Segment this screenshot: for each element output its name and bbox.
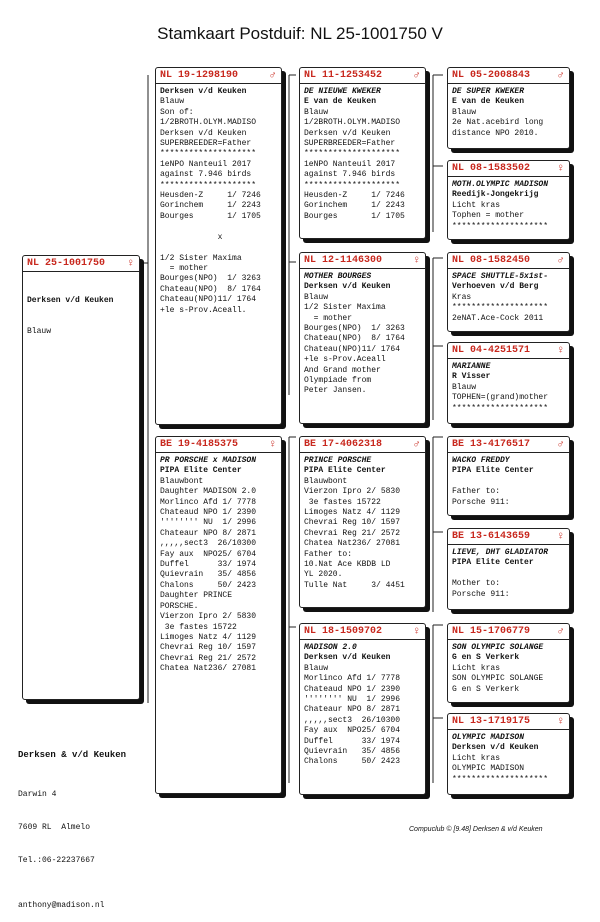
ring-number: NL 19-1298190 xyxy=(160,70,239,81)
owner-email[interactable]: anthony@madison.nl xyxy=(18,901,105,910)
card-line: Blauw xyxy=(304,292,329,302)
ring-number: NL 05-2008843 xyxy=(452,70,531,81)
card-line: Morlinco Afd 1/ 7778 xyxy=(304,674,401,684)
card-line: 2e Nat.acebird long xyxy=(452,118,544,128)
card-body xyxy=(156,84,281,318)
card-line: '''''''' NU 1/ 2996 xyxy=(304,695,401,705)
card-line: MOTH.OLYMPIC MADISON xyxy=(452,180,549,189)
card-line: ******************** xyxy=(452,403,549,413)
card-line: Duffel 33/ 1974 xyxy=(304,736,401,746)
card-line: Licht kras xyxy=(452,663,501,673)
card-line xyxy=(160,222,277,232)
card-line: Porsche 911: xyxy=(452,589,510,599)
card-body xyxy=(448,269,569,326)
card-line: Tulle Nat 3/ 4451 xyxy=(304,580,405,590)
card-line: +le s-Prov.Aceall. xyxy=(160,305,247,315)
pigeon-card-mother-mother[interactable] xyxy=(299,623,426,795)
card-line: Heusden-Z 1/ 7246 xyxy=(304,191,405,201)
card-line: Derksen v/d Keuken xyxy=(27,295,114,305)
card-line: PIPA Elite Center xyxy=(452,466,534,476)
male-icon: ♂ xyxy=(413,438,420,451)
card-body xyxy=(448,359,569,416)
card-body xyxy=(448,177,569,234)
card-line: against 7.946 birds xyxy=(160,170,252,180)
card-line: Chateau(NPO)11/ 1764 xyxy=(304,344,401,354)
card-line: Fay aux NPO25/ 6704 xyxy=(304,726,401,736)
card-line: Chevrai Reg 10/ 1597 xyxy=(160,643,257,653)
card-line: ,,,,,sect3 26/10300 xyxy=(160,539,257,549)
male-icon: ♂ xyxy=(557,438,564,451)
card-line: DE NIEUWE KWEKER xyxy=(304,87,381,96)
card-line: ,,,,,sect3 26/10300 xyxy=(304,715,401,725)
card-line: ******************** xyxy=(160,180,257,190)
pigeon-card-father[interactable] xyxy=(155,67,282,425)
card-line: Gorinchem 1/ 2243 xyxy=(160,201,261,211)
card-line: Gorinchem 1/ 2243 xyxy=(304,201,405,211)
pigeon-card-mmm[interactable] xyxy=(447,713,570,795)
ring-number: NL 18-1509702 xyxy=(304,626,383,637)
ring-number: NL 11-1253452 xyxy=(304,70,383,81)
card-line: PRINCE PORSCHE xyxy=(304,456,372,465)
card-line: Chalons 50/ 2423 xyxy=(160,580,257,590)
card-line: SPACE SHUTTLE-5x1st- xyxy=(452,272,549,281)
card-line: Chateau(NPO)11/ 1764 xyxy=(160,295,257,305)
card-line: Chevrai Reg 21/ 2572 xyxy=(304,528,401,538)
card-body xyxy=(300,453,425,593)
card-line: YL 2020. xyxy=(304,570,343,580)
card-line: Blauw xyxy=(452,382,477,392)
card-line: Kras xyxy=(452,292,472,302)
pigeon-card-fmm[interactable] xyxy=(447,342,570,424)
card-line: 1/2BROTH.OLYM.MADISO xyxy=(304,118,401,128)
card-body xyxy=(448,545,569,602)
card-body xyxy=(300,269,425,399)
card-line: SON OLYMPIC SOLANGE xyxy=(452,643,544,652)
card-line: LIEVE, DHT GLADIATOR xyxy=(452,548,549,557)
pigeon-card-fmf[interactable] xyxy=(447,252,570,332)
card-line: Derksen v/d Keuken xyxy=(452,743,539,753)
ring-number: NL 04-4251571 xyxy=(452,345,531,356)
card-line: Tophen = mother xyxy=(452,211,525,221)
card-line: Chateaur NPO 8/ 2871 xyxy=(160,528,257,538)
female-icon: ♀ xyxy=(269,438,276,451)
pigeon-card-mfm[interactable] xyxy=(447,528,570,610)
card-line: Chateaud NPO 1/ 2390 xyxy=(304,684,401,694)
owner-street: Darwin 4 xyxy=(18,790,57,799)
card-line: WACKO FREDDY xyxy=(452,456,510,465)
card-line: Blauw xyxy=(452,107,477,117)
card-line: Chateaur NPO 8/ 2871 xyxy=(304,705,401,715)
card-line: SUPERBREEDER=Father xyxy=(160,139,252,149)
card-line: x xyxy=(160,232,223,242)
card-body xyxy=(156,453,281,677)
card-line: 3e fastes 15722 xyxy=(160,622,237,632)
card-line: Chatea Nat236/ 27081 xyxy=(304,539,401,549)
card-line: Bourges(NPO) 1/ 3263 xyxy=(160,274,261,284)
card-line xyxy=(452,569,565,579)
card-line: Bourges 1/ 1705 xyxy=(160,211,261,221)
card-line: Vierzon Ipro 2/ 5830 xyxy=(304,487,401,497)
card-line: Blauw xyxy=(160,97,185,107)
ring-number: BE 19-4185375 xyxy=(160,439,239,450)
card-line: Quievrain 35/ 4856 xyxy=(304,747,401,757)
female-icon: ♀ xyxy=(413,254,420,267)
card-line: OLYMPIC MADISON xyxy=(452,764,525,774)
card-line: against 7.946 birds xyxy=(304,170,396,180)
card-line: Blauw xyxy=(304,107,329,117)
ring-number: NL 15-1706779 xyxy=(452,626,531,637)
card-line: R Visser xyxy=(452,372,491,382)
card-line: Chateau(NPO) 8/ 1764 xyxy=(304,334,405,344)
card-line: 1eNPO Nanteuil 2017 xyxy=(304,159,396,169)
card-line: 3e fastes 15722 xyxy=(304,497,381,507)
owner-name: Derksen & v/d Keuken xyxy=(18,750,127,760)
pigeon-card-mother-father[interactable] xyxy=(299,436,426,608)
card-line: E van de Keuken xyxy=(304,97,377,107)
female-icon: ♀ xyxy=(557,162,564,175)
card-line: Chevrai Reg 10/ 1597 xyxy=(304,518,401,528)
pigeon-card-ffm[interactable] xyxy=(447,160,570,240)
page-title: Stamkaart Postduif: NL 25-1001750 V xyxy=(157,24,443,43)
pigeon-card-father-mother[interactable] xyxy=(299,252,426,424)
card-line: '''''''' NU 1/ 2996 xyxy=(160,518,257,528)
card-line: Peter Jansen. xyxy=(304,386,367,396)
card-line: ******************** xyxy=(452,221,549,231)
card-line: Bourges(NPO) 1/ 3263 xyxy=(304,324,405,334)
male-icon: ♂ xyxy=(269,69,276,82)
card-line: Bourges 1/ 1705 xyxy=(304,211,405,221)
card-line: Vierzon Ipro 2/ 5830 xyxy=(160,612,257,622)
card-body xyxy=(448,84,569,141)
pigeon-card-mother[interactable] xyxy=(155,436,282,794)
male-icon: ♂ xyxy=(557,69,564,82)
ring-number: NL 08-1583502 xyxy=(452,163,531,174)
card-line: Morlinco Afd 1/ 7778 xyxy=(160,497,257,507)
card-line: E van de Keuken xyxy=(452,97,525,107)
card-line: Derksen v/d Keuken xyxy=(160,128,247,138)
card-line: Daughter PRINCE xyxy=(160,591,233,601)
card-line: 2eNAT.Ace-Cock 2011 xyxy=(452,313,544,323)
card-body xyxy=(448,640,569,697)
card-line: Derksen v/d Keuken xyxy=(304,282,391,292)
card-line: Son of: xyxy=(160,107,194,117)
ring-number: BE 13-6143659 xyxy=(452,531,531,542)
card-line: 1eNPO Nanteuil 2017 xyxy=(160,159,252,169)
footer-credit: Compuclub © [9.48] Derksen & v/d Keuken xyxy=(409,826,543,833)
card-line: MADISON 2.0 xyxy=(304,643,357,652)
card-body xyxy=(300,640,425,770)
card-line: Chateaud NPO 1/ 2390 xyxy=(160,508,257,518)
card-line: Blauw xyxy=(27,327,52,337)
card-line: Verhoeven v/d Berg xyxy=(452,282,539,292)
female-icon: ♀ xyxy=(127,257,134,270)
male-icon: ♂ xyxy=(557,254,564,267)
card-line: = mother xyxy=(304,313,353,323)
card-line: Blauw xyxy=(304,663,329,673)
card-body xyxy=(448,453,569,510)
card-line: Limoges Natz 4/ 1129 xyxy=(160,632,257,642)
card-line: 1/2BROTH.OLYM.MADISO xyxy=(160,118,257,128)
card-line: +le s-Prov.Aceall xyxy=(304,355,386,365)
pigeon-card-mmf[interactable] xyxy=(447,623,570,703)
male-icon: ♂ xyxy=(413,69,420,82)
female-icon: ♀ xyxy=(413,625,420,638)
card-line: Derksen v/d Keuken xyxy=(304,653,391,663)
card-line: PR PORSCHE x MADISON xyxy=(160,456,257,465)
card-line: Mother to: xyxy=(452,579,501,589)
ring-number: NL 08-1582450 xyxy=(452,255,531,266)
ring-number: BE 17-4062318 xyxy=(304,439,383,450)
female-icon: ♀ xyxy=(557,530,564,543)
card-line: Father to: xyxy=(452,487,501,497)
card-line: G en S Verkerk xyxy=(452,653,520,663)
card-line: Father to: xyxy=(304,549,353,559)
card-line: Blauwbont xyxy=(160,476,204,486)
male-icon: ♂ xyxy=(557,625,564,638)
ring-number: NL 25-1001750 xyxy=(27,258,106,269)
card-line: OLYMPIC MADISON xyxy=(452,733,525,742)
card-line: Derksen v/d Keuken xyxy=(160,87,247,96)
card-line: Fay aux NPO25/ 6704 xyxy=(160,549,257,559)
card-line: PORSCHE. xyxy=(160,601,199,611)
card-line: Olympiade from xyxy=(304,376,372,386)
card-line: MARIANNE xyxy=(452,362,491,371)
pigeon-card-father-father[interactable] xyxy=(299,67,426,239)
owner-address xyxy=(18,728,126,922)
female-icon: ♀ xyxy=(557,344,564,357)
card-line: Porsche 911: xyxy=(452,497,510,507)
card-line: Licht kras xyxy=(452,753,501,763)
card-line: distance NPO 2010. xyxy=(452,128,539,138)
card-line: Blauwbont xyxy=(304,476,348,486)
pigeon-card-mff[interactable] xyxy=(447,436,570,516)
card-line: PIPA Elite Center xyxy=(452,558,534,568)
pigeon-card-fff[interactable] xyxy=(447,67,570,149)
card-line: G en S Verkerk xyxy=(452,684,520,694)
owner-phone: Tel.:06-22237667 xyxy=(18,856,95,865)
card-line: Reedijk-Jongekrijg xyxy=(452,190,539,200)
pigeon-card-subject[interactable] xyxy=(22,255,140,700)
card-line: Limoges Natz 4/ 1129 xyxy=(304,508,401,518)
card-line: Duffel 33/ 1974 xyxy=(160,560,257,570)
card-line: Chatea Nat236/ 27081 xyxy=(160,664,257,674)
card-line: MOTHER BOURGES xyxy=(304,272,372,281)
card-line: SON OLYMPIC SOLANGE xyxy=(452,674,544,684)
ring-number: NL 13-1719175 xyxy=(452,716,531,727)
card-line: ******************** xyxy=(304,149,401,159)
card-line: Quievrain 35/ 4856 xyxy=(160,570,257,580)
card-line: Chateau(NPO) 8/ 1764 xyxy=(160,284,261,294)
female-icon: ♀ xyxy=(557,715,564,728)
card-line: TOPHEN=(grand)mother xyxy=(452,393,549,403)
card-line: SUPERBREEDER=Father xyxy=(304,139,396,149)
card-line: And Grand mother xyxy=(304,365,381,375)
card-line: Chalons 50/ 2423 xyxy=(304,757,401,767)
card-line: 10.Nat Ace KBDB LD xyxy=(304,560,391,570)
card-line: Heusden-Z 1/ 7246 xyxy=(160,191,261,201)
card-line: ******************** xyxy=(452,774,549,784)
card-line: PIPA Elite Center xyxy=(160,466,242,476)
card-body xyxy=(300,84,425,224)
ring-number: NL 12-1146300 xyxy=(304,255,383,266)
card-line: 1/2 Sister Maxima xyxy=(304,303,386,313)
ring-number: BE 13-4176517 xyxy=(452,439,531,450)
card-line: Daughter MADISON 2.0 xyxy=(160,487,257,497)
card-line: ******************** xyxy=(452,303,549,313)
card-line: ******************** xyxy=(160,149,257,159)
card-line: ******************** xyxy=(304,180,401,190)
card-line: Licht kras xyxy=(452,200,501,210)
card-line xyxy=(452,477,565,487)
card-line: Chevrai Reg 21/ 2572 xyxy=(160,653,257,663)
card-line: DE SUPER KWEKER xyxy=(452,87,525,96)
card-line: Derksen v/d Keuken xyxy=(304,128,391,138)
card-line: PIPA Elite Center xyxy=(304,466,386,476)
card-body xyxy=(448,730,569,787)
card-line: = mother xyxy=(160,263,209,273)
card-line: 1/2 Sister Maxima xyxy=(160,253,242,263)
owner-city: 7609 RL Almelo xyxy=(18,823,91,832)
card-line xyxy=(160,243,277,253)
